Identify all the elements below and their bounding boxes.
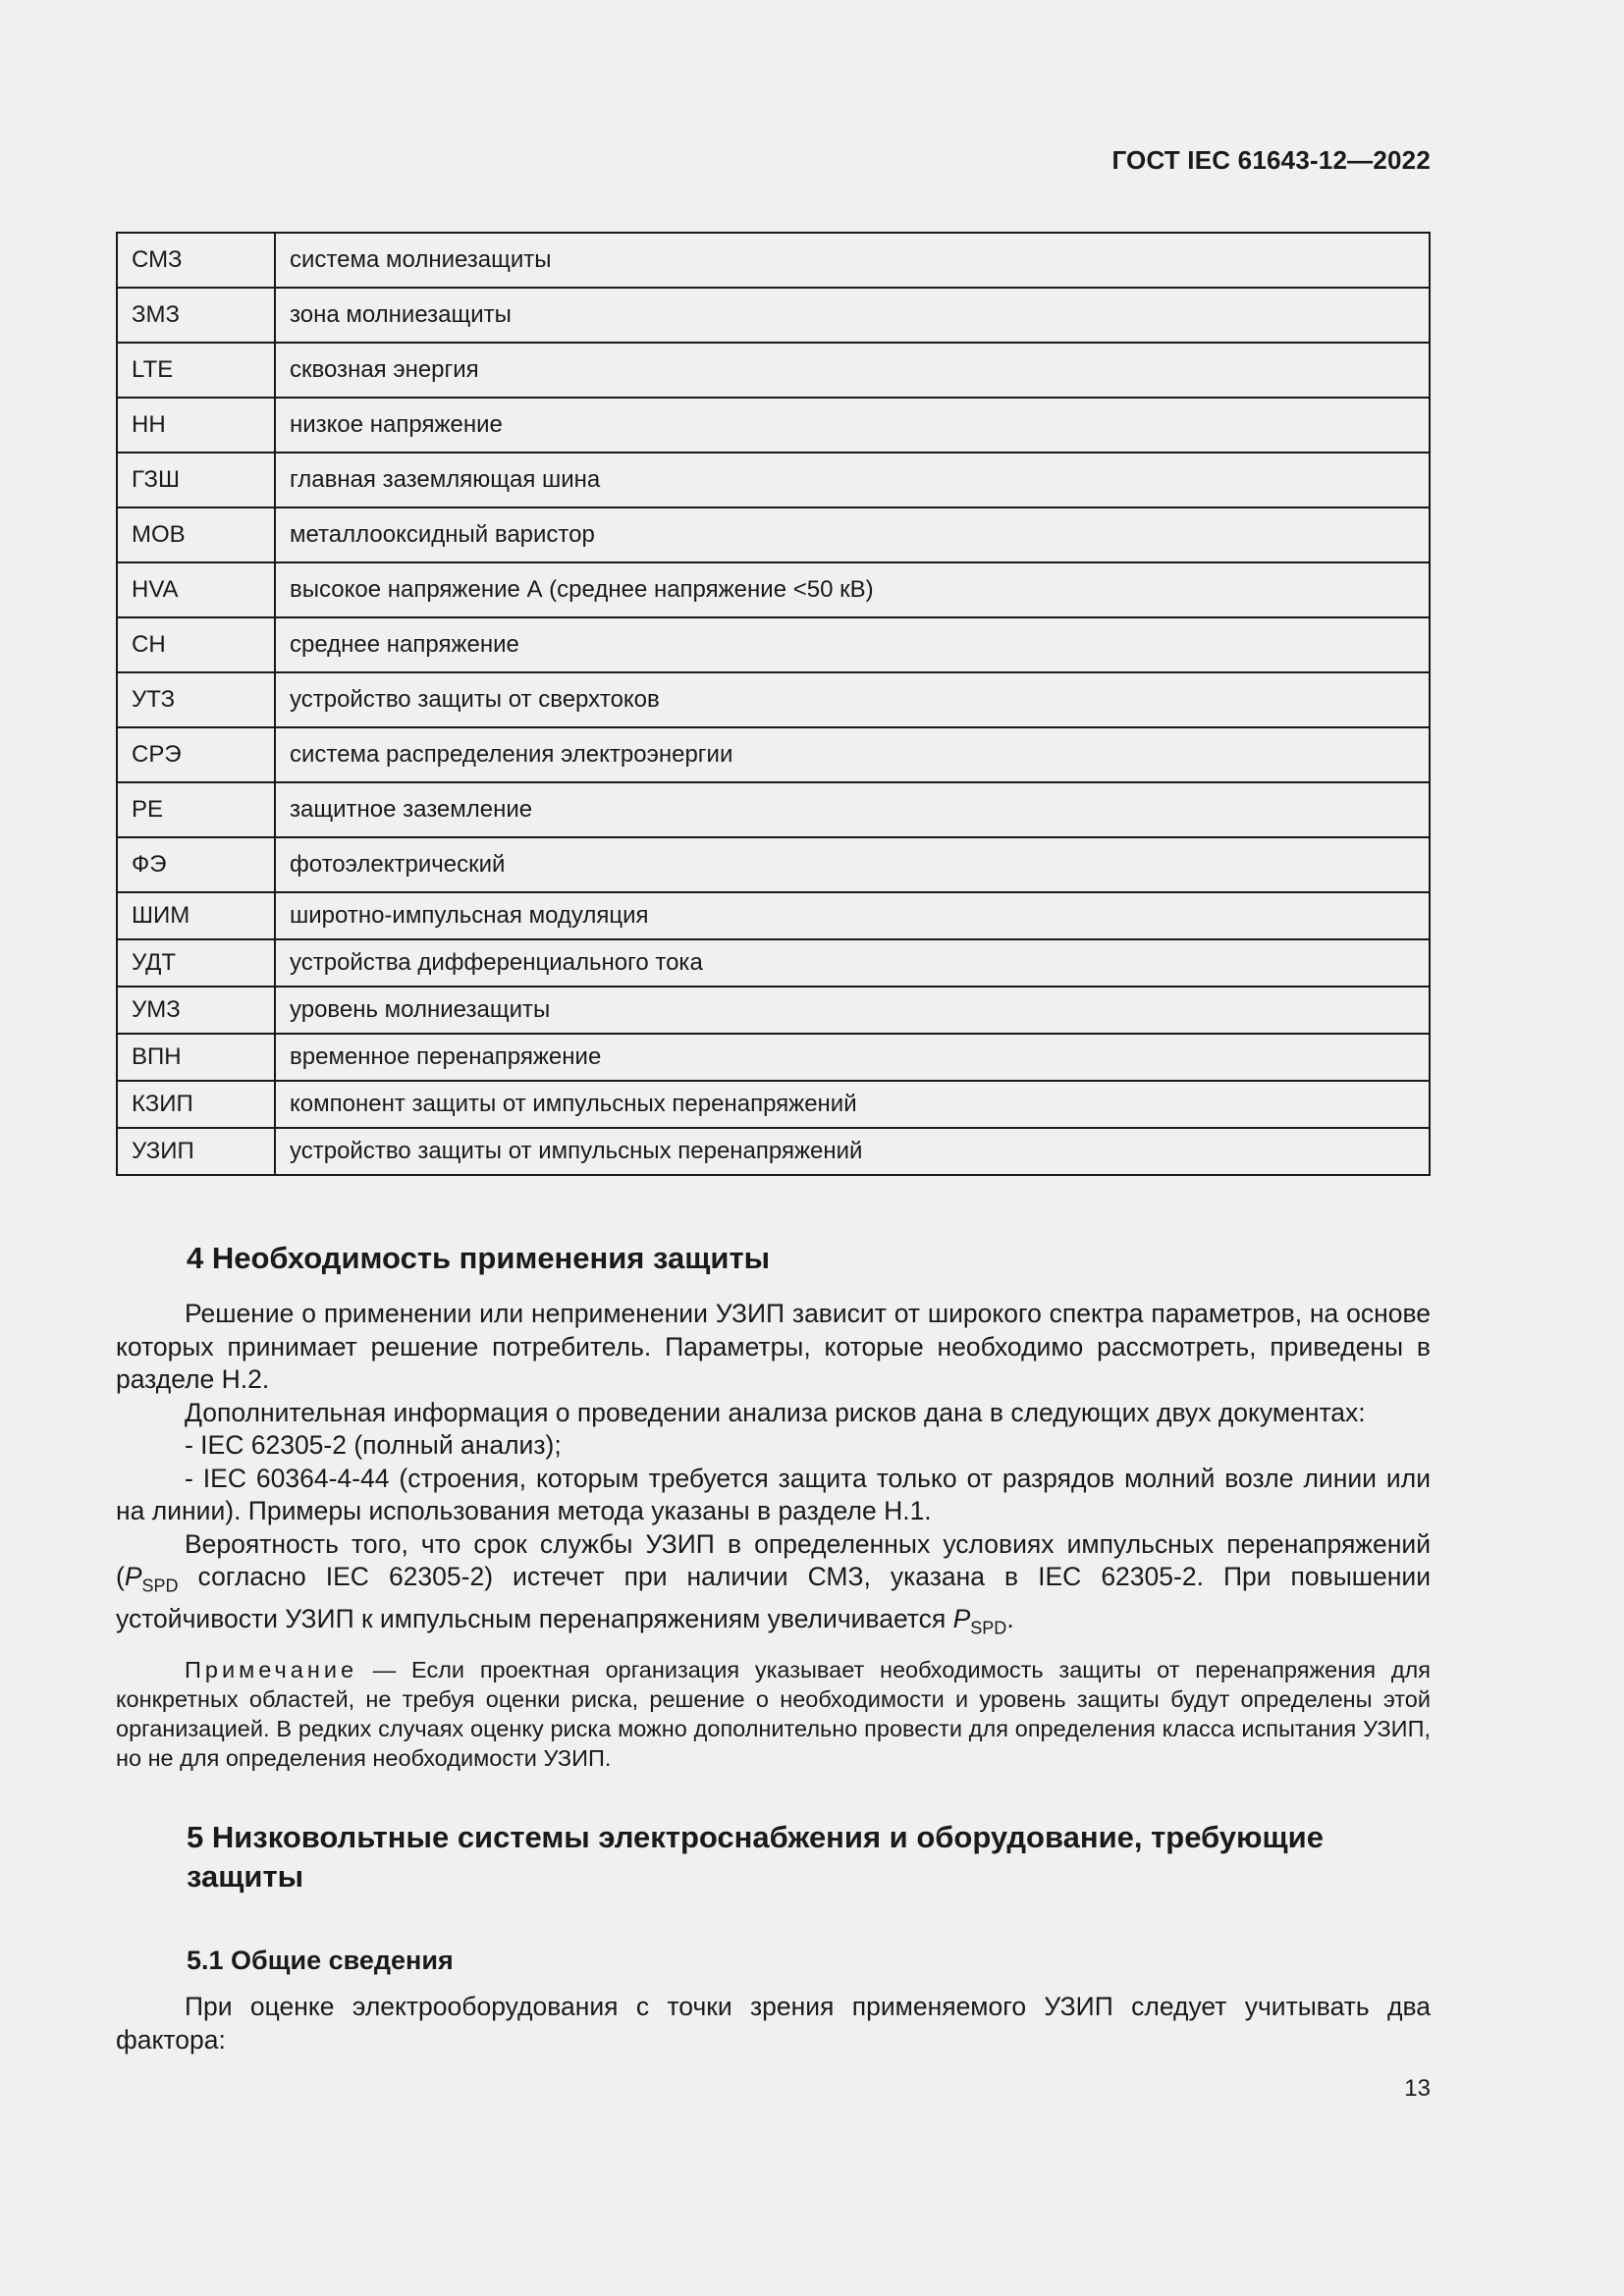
meaning-cell: сквозная энергия xyxy=(275,343,1430,398)
meaning-cell: защитное заземление xyxy=(275,782,1430,837)
abbreviation-cell: УЗИП xyxy=(117,1128,275,1175)
abbreviation-cell: КЗИП xyxy=(117,1081,275,1128)
meaning-cell: временное перенапряжение xyxy=(275,1034,1430,1081)
table-row xyxy=(117,672,1430,727)
paragraph: При оценке электрооборудования с точки зрения применяемого УЗИП следует учитывать два фактора: xyxy=(116,1992,1431,2055)
table-row xyxy=(117,727,1430,782)
abbreviation-cell: ФЭ xyxy=(117,837,275,892)
text-run: согласно IEC 62305-2) истечет при наличии СМЗ, указана в IEC 62305-2. При повышении устойчивости УЗИП к импульсным перенапряжениям увеличивается xyxy=(116,1562,1431,1633)
table-row xyxy=(117,453,1430,507)
meaning-cell: зона молниезащиты xyxy=(275,288,1430,343)
section-5-1-body xyxy=(116,1991,1431,2056)
meaning-cell: уровень молниезащиты xyxy=(275,987,1430,1034)
abbreviations-table xyxy=(116,232,1431,1176)
table-row xyxy=(117,892,1430,939)
list-item: - IEC 62305-2 (полный анализ); xyxy=(185,1430,562,1460)
abbreviation-cell: УДТ xyxy=(117,939,275,987)
table-row xyxy=(117,233,1430,288)
section-4-heading: 4 Необходимость применения защиты xyxy=(187,1241,771,1275)
table-row xyxy=(117,837,1430,892)
meaning-cell: главная заземляющая шина xyxy=(275,453,1430,507)
abbreviation-cell: МОВ xyxy=(117,507,275,562)
meaning-cell: высокое напряжение А (среднее напряжение <50 кВ) xyxy=(275,562,1430,617)
symbol-p: P xyxy=(124,1562,142,1591)
symbol-subscript: SPD xyxy=(970,1618,1007,1638)
table-row xyxy=(117,562,1430,617)
abbreviation-cell: ЗМЗ xyxy=(117,288,275,343)
note-text: — Если проектная организация указывает необходимость защиты от перенапряжения для конкретных областей, не требуя оценки риска, решение о необходимости и уровень защиты будут определены этой организацией. В редких случаях оценку риска можно дополнительно провести для определения класса испытания УЗИП, но не для определения необходимости УЗИП. xyxy=(116,1656,1431,1771)
table-row xyxy=(117,987,1430,1034)
meaning-cell: низкое напряжение xyxy=(275,398,1430,453)
page-number: 13 xyxy=(1404,2075,1431,2102)
abbreviation-cell: ГЗШ xyxy=(117,453,275,507)
abbreviation-cell: СН xyxy=(117,617,275,672)
paragraph xyxy=(116,1528,1431,1645)
abbreviation-cell: ШИМ xyxy=(117,892,275,939)
abbreviation-cell: УМЗ xyxy=(117,987,275,1034)
abbreviation-cell: HVA xyxy=(117,562,275,617)
meaning-cell: устройство защиты от сверхтоков xyxy=(275,672,1430,727)
table-row xyxy=(117,1034,1430,1081)
abbreviation-cell: ВПН xyxy=(117,1034,275,1081)
table-row xyxy=(117,782,1430,837)
meaning-cell: фотоэлектрический xyxy=(275,837,1430,892)
meaning-cell: широтно-импульсная модуляция xyxy=(275,892,1430,939)
list-item: - IEC 60364-4-44 (строения, которым требуется защита только от разрядов молний возле линии или на линии). Примеры использования метода указаны в разделе Н.1. xyxy=(116,1463,1431,1525)
abbreviation-cell: НН xyxy=(117,398,275,453)
table-row xyxy=(117,1128,1430,1175)
note xyxy=(116,1655,1431,1773)
symbol-subscript: SPD xyxy=(141,1575,179,1596)
meaning-cell: металлооксидный варистор xyxy=(275,507,1430,562)
table-row xyxy=(117,507,1430,562)
text-run: Вероятность того, что срок службы УЗИП в определенных условиях импульсных перенапряжений ( xyxy=(116,1528,1431,1591)
table-row xyxy=(117,1081,1430,1128)
table-row xyxy=(117,939,1430,987)
table-row xyxy=(117,343,1430,398)
paragraph: Решение о применении или неприменении УЗИП зависит от широкого спектра параметров, на основе которых принимает решение потребитель. Параметры, которые необходимо рассмотреть, приведены в разделе Н.2. xyxy=(116,1299,1431,1394)
abbreviation-cell: СРЭ xyxy=(117,727,275,782)
meaning-cell: устройства дифференциального тока xyxy=(275,939,1430,987)
paragraph: Дополнительная информация о проведении анализа рисков дана в следующих двух документах: xyxy=(185,1397,1366,1427)
abbreviation-cell: РЕ xyxy=(117,782,275,837)
note-label: Примечание xyxy=(185,1656,358,1682)
text-run: . xyxy=(1006,1603,1014,1633)
meaning-cell: система молниезащиты xyxy=(275,233,1430,288)
section-5-heading: 5 Низковольтные системы электроснабжения и оборудование, требующие защиты xyxy=(187,1820,1324,1894)
table-row xyxy=(117,288,1430,343)
meaning-cell: компонент защиты от импульсных перенапряжений xyxy=(275,1081,1430,1128)
section-4-body xyxy=(116,1298,1431,1773)
meaning-cell: среднее напряжение xyxy=(275,617,1430,672)
table-row xyxy=(117,398,1430,453)
abbreviation-cell: СМЗ xyxy=(117,233,275,288)
symbol-p: P xyxy=(952,1603,971,1633)
meaning-cell: устройство защиты от импульсных перенапряжений xyxy=(275,1128,1430,1175)
document-code-header: ГОСТ IEC 61643-12—2022 xyxy=(1111,145,1431,175)
abbreviation-cell: LTE xyxy=(117,343,275,398)
meaning-cell: система распределения электроэнергии xyxy=(275,727,1430,782)
subsection-5-1-heading: 5.1 Общие сведения xyxy=(187,1946,454,1975)
table-row xyxy=(117,617,1430,672)
abbreviation-cell: УТЗ xyxy=(117,672,275,727)
